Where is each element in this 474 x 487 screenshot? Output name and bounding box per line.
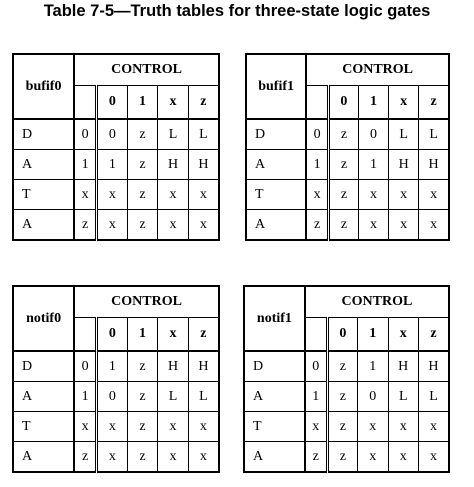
data-letter: A — [244, 442, 305, 473]
data-letter: T — [246, 180, 306, 210]
table-row — [13, 412, 219, 442]
output-cell: L — [419, 119, 449, 150]
output-cell: x — [358, 442, 388, 473]
output-cell: H — [389, 150, 419, 180]
output-cell: z — [327, 382, 357, 412]
data-letter: A — [13, 382, 74, 412]
output-cell: x — [188, 180, 219, 210]
data-letter: A — [13, 442, 74, 473]
data-letter: A — [244, 382, 305, 412]
table-row — [246, 150, 449, 180]
truth-table-notif1 — [243, 285, 450, 473]
data-letter: A — [13, 210, 74, 241]
output-cell: x — [418, 442, 449, 473]
data-letter: D — [13, 119, 74, 150]
data-input-value: 1 — [74, 382, 96, 412]
table-row — [13, 210, 219, 241]
output-cell: z — [127, 351, 158, 382]
control-value-1: 1 — [358, 318, 388, 352]
control-value-1: 1 — [127, 86, 158, 120]
data-input-value: 0 — [74, 351, 96, 382]
output-cell: 1 — [358, 351, 388, 382]
table-row — [13, 180, 219, 210]
truth-table-notif0 — [12, 285, 220, 473]
table-row — [13, 442, 219, 473]
table-caption: Table 7-5—Truth tables for three-state logic gates — [43, 2, 431, 20]
output-cell: H — [418, 351, 449, 382]
output-cell: x — [388, 442, 418, 473]
table-row — [13, 119, 219, 150]
control-value-z: z — [188, 318, 219, 352]
output-cell: 0 — [97, 119, 128, 150]
gate-name: bufif0 — [13, 54, 74, 119]
data-letter: A — [13, 150, 74, 180]
data-input-value: z — [306, 210, 328, 241]
output-cell: z — [127, 210, 158, 241]
control-value-z: z — [418, 318, 449, 352]
output-cell: x — [188, 412, 219, 442]
control-value-0: 0 — [97, 86, 128, 120]
output-cell: H — [388, 351, 418, 382]
gate-name: notif0 — [13, 286, 74, 351]
output-cell: z — [327, 442, 357, 473]
output-cell: z — [127, 412, 158, 442]
output-cell: H — [158, 150, 189, 180]
data-input-value: z — [74, 210, 96, 241]
control-header: CONTROL — [305, 286, 449, 318]
output-cell: z — [127, 150, 158, 180]
output-cell: x — [418, 412, 449, 442]
control-value-x: x — [158, 318, 189, 352]
table-row — [13, 382, 219, 412]
control-header: CONTROL — [74, 286, 219, 318]
data-input-value: x — [305, 412, 327, 442]
output-cell: x — [97, 412, 128, 442]
output-cell: x — [158, 412, 189, 442]
output-cell: x — [158, 210, 189, 241]
output-cell: z — [328, 119, 358, 150]
output-cell: x — [389, 180, 419, 210]
table-row — [244, 442, 449, 473]
control-header: CONTROL — [306, 54, 449, 86]
control-value-1: 1 — [127, 318, 158, 352]
output-cell: x — [389, 210, 419, 241]
table-row — [246, 180, 449, 210]
control-value-z: z — [419, 86, 449, 120]
output-cell: z — [127, 382, 158, 412]
output-cell: x — [97, 210, 128, 241]
table-row — [244, 351, 449, 382]
data-input-value: x — [306, 180, 328, 210]
output-cell: H — [419, 150, 449, 180]
output-cell: H — [158, 351, 189, 382]
control-value-1: 1 — [358, 86, 388, 120]
output-cell: 1 — [358, 150, 388, 180]
output-cell: H — [188, 150, 219, 180]
output-cell: H — [188, 351, 219, 382]
data-input-value: x — [74, 180, 96, 210]
control-value-0: 0 — [327, 318, 357, 352]
output-cell: x — [419, 210, 449, 241]
output-cell: x — [188, 442, 219, 473]
truth-table-bufif0 — [12, 53, 220, 241]
output-cell: 1 — [97, 150, 128, 180]
blank-header-cell — [74, 86, 96, 120]
output-cell: L — [389, 119, 419, 150]
blank-header-cell — [305, 318, 327, 352]
data-letter: A — [246, 210, 306, 241]
data-input-value: 1 — [306, 150, 328, 180]
data-input-value: x — [74, 412, 96, 442]
output-cell: L — [158, 119, 189, 150]
output-cell: x — [358, 412, 388, 442]
output-cell: 0 — [358, 382, 388, 412]
data-input-value: z — [305, 442, 327, 473]
control-value-0: 0 — [328, 86, 358, 120]
output-cell: x — [158, 442, 189, 473]
table-row — [246, 210, 449, 241]
data-letter: T — [13, 412, 74, 442]
output-cell: L — [388, 382, 418, 412]
output-cell: z — [327, 412, 357, 442]
output-cell: z — [127, 180, 158, 210]
output-cell: x — [158, 180, 189, 210]
output-cell: x — [358, 180, 388, 210]
output-cell: L — [418, 382, 449, 412]
gate-name: notif1 — [244, 286, 305, 351]
table-row — [13, 351, 219, 382]
output-cell: 1 — [97, 351, 128, 382]
blank-header-cell — [74, 318, 96, 352]
output-cell: x — [188, 210, 219, 241]
output-cell: z — [327, 351, 357, 382]
output-cell: L — [188, 382, 219, 412]
output-cell: x — [358, 210, 388, 241]
data-input-value: 0 — [74, 119, 96, 150]
table-row — [246, 119, 449, 150]
truth-table-bufif1 — [245, 53, 450, 241]
output-cell: x — [97, 180, 128, 210]
control-value-z: z — [188, 86, 219, 120]
output-cell: L — [188, 119, 219, 150]
output-cell: 0 — [97, 382, 128, 412]
output-cell: x — [97, 442, 128, 473]
data-letter: D — [13, 351, 74, 382]
table-row — [244, 382, 449, 412]
data-letter: D — [244, 351, 305, 382]
control-header: CONTROL — [74, 54, 219, 86]
output-cell: z — [328, 180, 358, 210]
data-input-value: 1 — [305, 382, 327, 412]
data-input-value: 0 — [306, 119, 328, 150]
data-input-value: z — [74, 442, 96, 473]
data-letter: A — [246, 150, 306, 180]
gate-name: bufif1 — [246, 54, 306, 119]
output-cell: 0 — [358, 119, 388, 150]
output-cell: z — [328, 150, 358, 180]
blank-header-cell — [306, 86, 328, 120]
control-value-x: x — [388, 318, 418, 352]
output-cell: z — [328, 210, 358, 241]
data-letter: T — [13, 180, 74, 210]
control-value-x: x — [389, 86, 419, 120]
data-input-value: 0 — [305, 351, 327, 382]
control-value-0: 0 — [97, 318, 128, 352]
data-input-value: 1 — [74, 150, 96, 180]
table-row — [244, 412, 449, 442]
output-cell: x — [419, 180, 449, 210]
table-row — [13, 150, 219, 180]
output-cell: x — [388, 412, 418, 442]
data-letter: T — [244, 412, 305, 442]
control-value-x: x — [158, 86, 189, 120]
output-cell: z — [127, 442, 158, 473]
output-cell: L — [158, 382, 189, 412]
data-letter: D — [246, 119, 306, 150]
output-cell: z — [127, 119, 158, 150]
